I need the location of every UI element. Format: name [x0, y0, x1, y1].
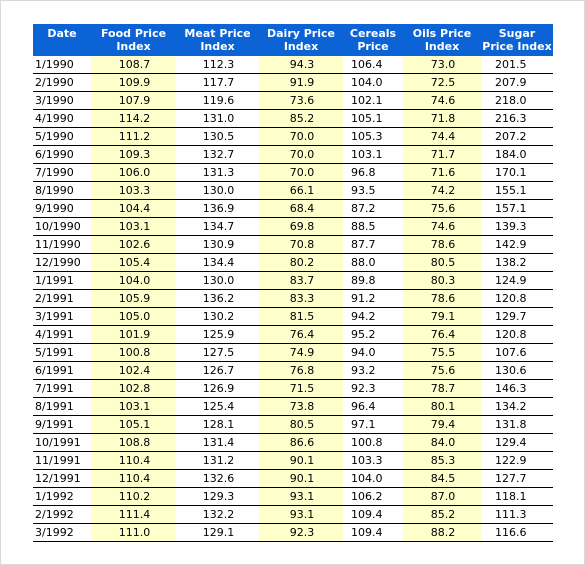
- oils-price-cell: 73.0: [403, 56, 481, 74]
- meat-price-cell: 136.9: [176, 200, 259, 218]
- oils-price-cell: 74.4: [403, 128, 481, 146]
- dairy-price-cell: 69.8: [259, 218, 343, 236]
- dairy-price-cell: 73.6: [259, 92, 343, 110]
- header-dairy-price-index: [259, 24, 343, 56]
- food-price-cell: 104.4: [91, 200, 176, 218]
- dairy-price-cell: 81.5: [259, 308, 343, 326]
- meat-price-cell: 112.3: [176, 56, 259, 74]
- sugar-price-cell: 207.9: [481, 74, 553, 92]
- dairy-price-cell: 92.3: [259, 524, 343, 542]
- date-cell: 3/1992: [33, 524, 91, 542]
- table-row: [33, 272, 553, 290]
- dairy-price-cell: 70.0: [259, 164, 343, 182]
- food-price-cell: 108.7: [91, 56, 176, 74]
- date-cell: 7/1990: [33, 164, 91, 182]
- food-price-cell: 105.9: [91, 290, 176, 308]
- meat-price-cell: 134.7: [176, 218, 259, 236]
- dairy-price-cell: 66.1: [259, 182, 343, 200]
- dairy-price-cell: 91.9: [259, 74, 343, 92]
- sugar-price-cell: 134.2: [481, 398, 553, 416]
- table-row: [33, 92, 553, 110]
- dairy-price-cell: 76.4: [259, 326, 343, 344]
- cereals-price-cell: 102.1: [343, 92, 403, 110]
- header-food-price-index: [91, 24, 176, 56]
- header-oils-price-index: [403, 24, 481, 56]
- date-cell: 10/1991: [33, 434, 91, 452]
- food-price-cell: 105.1: [91, 416, 176, 434]
- date-cell: 1/1992: [33, 488, 91, 506]
- sugar-price-cell: 120.8: [481, 326, 553, 344]
- header-line: Price: [357, 40, 389, 53]
- table-row: [33, 290, 553, 308]
- header-sugar-price-index: [481, 24, 553, 56]
- meat-price-cell: 132.7: [176, 146, 259, 164]
- cereals-price-cell: 109.4: [343, 506, 403, 524]
- meat-price-cell: 125.4: [176, 398, 259, 416]
- meat-price-cell: 130.0: [176, 272, 259, 290]
- sugar-price-cell: 111.3: [481, 506, 553, 524]
- oils-price-cell: 85.2: [403, 506, 481, 524]
- oils-price-cell: 75.6: [403, 362, 481, 380]
- cereals-price-cell: 97.1: [343, 416, 403, 434]
- meat-price-cell: 130.9: [176, 236, 259, 254]
- header-line: Meat Price: [184, 27, 251, 40]
- date-cell: 1/1990: [33, 56, 91, 74]
- table-body: [33, 56, 553, 542]
- date-cell: 2/1990: [33, 74, 91, 92]
- sugar-price-cell: 157.1: [481, 200, 553, 218]
- oils-price-cell: 74.2: [403, 182, 481, 200]
- date-cell: 2/1992: [33, 506, 91, 524]
- cereals-price-cell: 95.2: [343, 326, 403, 344]
- table-row: [33, 74, 553, 92]
- food-price-cell: 108.8: [91, 434, 176, 452]
- oils-price-cell: 78.6: [403, 236, 481, 254]
- food-price-cell: 105.0: [91, 308, 176, 326]
- header-date: [33, 24, 91, 56]
- header-line: Cereals: [349, 27, 397, 40]
- meat-price-cell: 125.9: [176, 326, 259, 344]
- table-row: [33, 182, 553, 200]
- food-price-cell: 110.4: [91, 452, 176, 470]
- oils-price-cell: 79.1: [403, 308, 481, 326]
- meat-price-cell: 128.1: [176, 416, 259, 434]
- oils-price-cell: 80.3: [403, 272, 481, 290]
- table-row: [33, 164, 553, 182]
- cereals-price-cell: 103.3: [343, 452, 403, 470]
- meat-price-cell: 134.4: [176, 254, 259, 272]
- dairy-price-cell: 71.5: [259, 380, 343, 398]
- table-row: [33, 56, 553, 74]
- food-price-cell: 105.4: [91, 254, 176, 272]
- sugar-price-cell: 116.6: [481, 524, 553, 542]
- meat-price-cell: 119.6: [176, 92, 259, 110]
- sugar-price-cell: 129.7: [481, 308, 553, 326]
- dairy-price-cell: 70.0: [259, 128, 343, 146]
- oils-price-cell: 84.5: [403, 470, 481, 488]
- food-price-cell: 111.2: [91, 128, 176, 146]
- dairy-price-cell: 86.6: [259, 434, 343, 452]
- dairy-price-cell: 68.4: [259, 200, 343, 218]
- cereals-price-cell: 100.8: [343, 434, 403, 452]
- sugar-price-cell: 138.2: [481, 254, 553, 272]
- header-cereals-price: [343, 24, 403, 56]
- oils-price-cell: 72.5: [403, 74, 481, 92]
- table-row: [33, 506, 553, 524]
- food-price-cell: 114.2: [91, 110, 176, 128]
- meat-price-cell: 136.2: [176, 290, 259, 308]
- table-row: [33, 128, 553, 146]
- header-line: Index: [200, 40, 235, 53]
- header-meat-price-index: [176, 24, 259, 56]
- meat-price-cell: 126.9: [176, 380, 259, 398]
- food-price-cell: 106.0: [91, 164, 176, 182]
- meat-price-cell: 127.5: [176, 344, 259, 362]
- oils-price-cell: 71.6: [403, 164, 481, 182]
- meat-price-cell: 132.6: [176, 470, 259, 488]
- cereals-price-cell: 89.8: [343, 272, 403, 290]
- header-row: [33, 24, 553, 56]
- cereals-price-cell: 94.2: [343, 308, 403, 326]
- oils-price-cell: 76.4: [403, 326, 481, 344]
- oils-price-cell: 79.4: [403, 416, 481, 434]
- sugar-price-cell: 218.0: [481, 92, 553, 110]
- sugar-price-cell: 155.1: [481, 182, 553, 200]
- oils-price-cell: 74.6: [403, 218, 481, 236]
- oils-price-cell: 78.6: [403, 290, 481, 308]
- table-row: [33, 398, 553, 416]
- sugar-price-cell: 139.3: [481, 218, 553, 236]
- header-line: Date: [47, 27, 77, 40]
- table-row: [33, 434, 553, 452]
- dairy-price-cell: 70.0: [259, 146, 343, 164]
- sugar-price-cell: 118.1: [481, 488, 553, 506]
- meat-price-cell: 131.0: [176, 110, 259, 128]
- cereals-price-cell: 104.0: [343, 74, 403, 92]
- oils-price-cell: 80.1: [403, 398, 481, 416]
- cereals-price-cell: 96.8: [343, 164, 403, 182]
- dairy-price-cell: 76.8: [259, 362, 343, 380]
- dairy-price-cell: 83.7: [259, 272, 343, 290]
- date-cell: 5/1991: [33, 344, 91, 362]
- cereals-price-cell: 88.0: [343, 254, 403, 272]
- sugar-price-cell: 184.0: [481, 146, 553, 164]
- dairy-price-cell: 85.2: [259, 110, 343, 128]
- meat-price-cell: 130.2: [176, 308, 259, 326]
- dairy-price-cell: 80.5: [259, 416, 343, 434]
- sugar-price-cell: 127.7: [481, 470, 553, 488]
- date-cell: 1/1991: [33, 272, 91, 290]
- oils-price-cell: 87.0: [403, 488, 481, 506]
- dairy-price-cell: 73.8: [259, 398, 343, 416]
- dairy-price-cell: 80.2: [259, 254, 343, 272]
- date-cell: 3/1991: [33, 308, 91, 326]
- cereals-price-cell: 96.4: [343, 398, 403, 416]
- header-line: Index: [116, 40, 151, 53]
- meat-price-cell: 117.7: [176, 74, 259, 92]
- header-line: Sugar: [498, 27, 536, 40]
- table-row: [33, 200, 553, 218]
- cereals-price-cell: 93.2: [343, 362, 403, 380]
- meat-price-cell: 126.7: [176, 362, 259, 380]
- food-price-cell: 107.9: [91, 92, 176, 110]
- meat-price-cell: 131.3: [176, 164, 259, 182]
- food-price-cell: 103.1: [91, 398, 176, 416]
- date-cell: 9/1990: [33, 200, 91, 218]
- cereals-price-cell: 109.4: [343, 524, 403, 542]
- oils-price-cell: 75.5: [403, 344, 481, 362]
- table-row: [33, 236, 553, 254]
- table-row: [33, 326, 553, 344]
- date-cell: 12/1991: [33, 470, 91, 488]
- table-row: [33, 110, 553, 128]
- sugar-price-cell: 131.8: [481, 416, 553, 434]
- food-price-cell: 102.8: [91, 380, 176, 398]
- dairy-price-cell: 70.8: [259, 236, 343, 254]
- dairy-price-cell: 93.1: [259, 506, 343, 524]
- sugar-price-cell: 207.2: [481, 128, 553, 146]
- cereals-price-cell: 94.0: [343, 344, 403, 362]
- meat-price-cell: 131.2: [176, 452, 259, 470]
- dairy-price-cell: 94.3: [259, 56, 343, 74]
- date-cell: 8/1991: [33, 398, 91, 416]
- date-cell: 2/1991: [33, 290, 91, 308]
- meat-price-cell: 130.5: [176, 128, 259, 146]
- table-row: [33, 254, 553, 272]
- table-row: [33, 362, 553, 380]
- date-cell: 11/1991: [33, 452, 91, 470]
- food-price-cell: 110.2: [91, 488, 176, 506]
- date-cell: 6/1991: [33, 362, 91, 380]
- table-row: [33, 524, 553, 542]
- oils-price-cell: 74.6: [403, 92, 481, 110]
- table-row: [33, 218, 553, 236]
- food-price-cell: 102.6: [91, 236, 176, 254]
- food-price-cell: 111.4: [91, 506, 176, 524]
- food-price-cell: 109.3: [91, 146, 176, 164]
- cereals-price-cell: 87.2: [343, 200, 403, 218]
- food-price-cell: 100.8: [91, 344, 176, 362]
- cereals-price-cell: 106.4: [343, 56, 403, 74]
- table-row: [33, 488, 553, 506]
- meat-price-cell: 129.1: [176, 524, 259, 542]
- food-price-cell: 103.1: [91, 218, 176, 236]
- table-row: [33, 344, 553, 362]
- sugar-price-cell: 201.5: [481, 56, 553, 74]
- date-cell: 4/1990: [33, 110, 91, 128]
- sugar-price-cell: 107.6: [481, 344, 553, 362]
- oils-price-cell: 75.6: [403, 200, 481, 218]
- table-row: [33, 380, 553, 398]
- table-row: [33, 308, 553, 326]
- food-price-cell: 104.0: [91, 272, 176, 290]
- food-price-cell: 110.4: [91, 470, 176, 488]
- oils-price-cell: 84.0: [403, 434, 481, 452]
- cereals-price-cell: 93.5: [343, 182, 403, 200]
- oils-price-cell: 80.5: [403, 254, 481, 272]
- oils-price-cell: 85.3: [403, 452, 481, 470]
- food-price-cell: 101.9: [91, 326, 176, 344]
- meat-price-cell: 130.0: [176, 182, 259, 200]
- date-cell: 3/1990: [33, 92, 91, 110]
- cereals-price-cell: 104.0: [343, 470, 403, 488]
- dairy-price-cell: 74.9: [259, 344, 343, 362]
- sugar-price-cell: 170.1: [481, 164, 553, 182]
- header-line: Food Price: [100, 27, 167, 40]
- cereals-price-cell: 88.5: [343, 218, 403, 236]
- sugar-price-cell: 146.3: [481, 380, 553, 398]
- header-line: Index: [424, 40, 460, 53]
- oils-price-cell: 78.7: [403, 380, 481, 398]
- date-cell: 10/1990: [33, 218, 91, 236]
- oils-price-cell: 71.8: [403, 110, 481, 128]
- cereals-price-cell: 105.1: [343, 110, 403, 128]
- oils-price-cell: 88.2: [403, 524, 481, 542]
- cereals-price-cell: 105.3: [343, 128, 403, 146]
- food-price-cell: 109.9: [91, 74, 176, 92]
- sugar-price-cell: 124.9: [481, 272, 553, 290]
- table-row: [33, 470, 553, 488]
- cereals-price-cell: 103.1: [343, 146, 403, 164]
- cereals-price-cell: 106.2: [343, 488, 403, 506]
- header-line: Oils Price: [412, 27, 472, 40]
- sugar-price-cell: 122.9: [481, 452, 553, 470]
- dairy-price-cell: 83.3: [259, 290, 343, 308]
- dairy-price-cell: 90.1: [259, 470, 343, 488]
- price-index-table: [33, 24, 553, 542]
- oils-price-cell: 71.7: [403, 146, 481, 164]
- date-cell: 9/1991: [33, 416, 91, 434]
- table-row: [33, 452, 553, 470]
- table-row: [33, 146, 553, 164]
- sugar-price-cell: 130.6: [481, 362, 553, 380]
- sugar-price-cell: 142.9: [481, 236, 553, 254]
- food-price-cell: 103.3: [91, 182, 176, 200]
- header-line: Price Index: [482, 40, 552, 53]
- header-line: Dairy Price: [267, 27, 335, 40]
- food-price-cell: 102.4: [91, 362, 176, 380]
- date-cell: 8/1990: [33, 182, 91, 200]
- dairy-price-cell: 90.1: [259, 452, 343, 470]
- dairy-price-cell: 93.1: [259, 488, 343, 506]
- sugar-price-cell: 129.4: [481, 434, 553, 452]
- date-cell: 5/1990: [33, 128, 91, 146]
- sugar-price-cell: 216.3: [481, 110, 553, 128]
- food-price-cell: 111.0: [91, 524, 176, 542]
- date-cell: 6/1990: [33, 146, 91, 164]
- table-row: [33, 416, 553, 434]
- meat-price-cell: 132.2: [176, 506, 259, 524]
- meat-price-cell: 131.4: [176, 434, 259, 452]
- date-cell: 11/1990: [33, 236, 91, 254]
- date-cell: 4/1991: [33, 326, 91, 344]
- header-line: Index: [283, 40, 319, 53]
- meat-price-cell: 129.3: [176, 488, 259, 506]
- date-cell: 7/1991: [33, 380, 91, 398]
- cereals-price-cell: 87.7: [343, 236, 403, 254]
- date-cell: 12/1990: [33, 254, 91, 272]
- sugar-price-cell: 120.8: [481, 290, 553, 308]
- cereals-price-cell: 91.2: [343, 290, 403, 308]
- cereals-price-cell: 92.3: [343, 380, 403, 398]
